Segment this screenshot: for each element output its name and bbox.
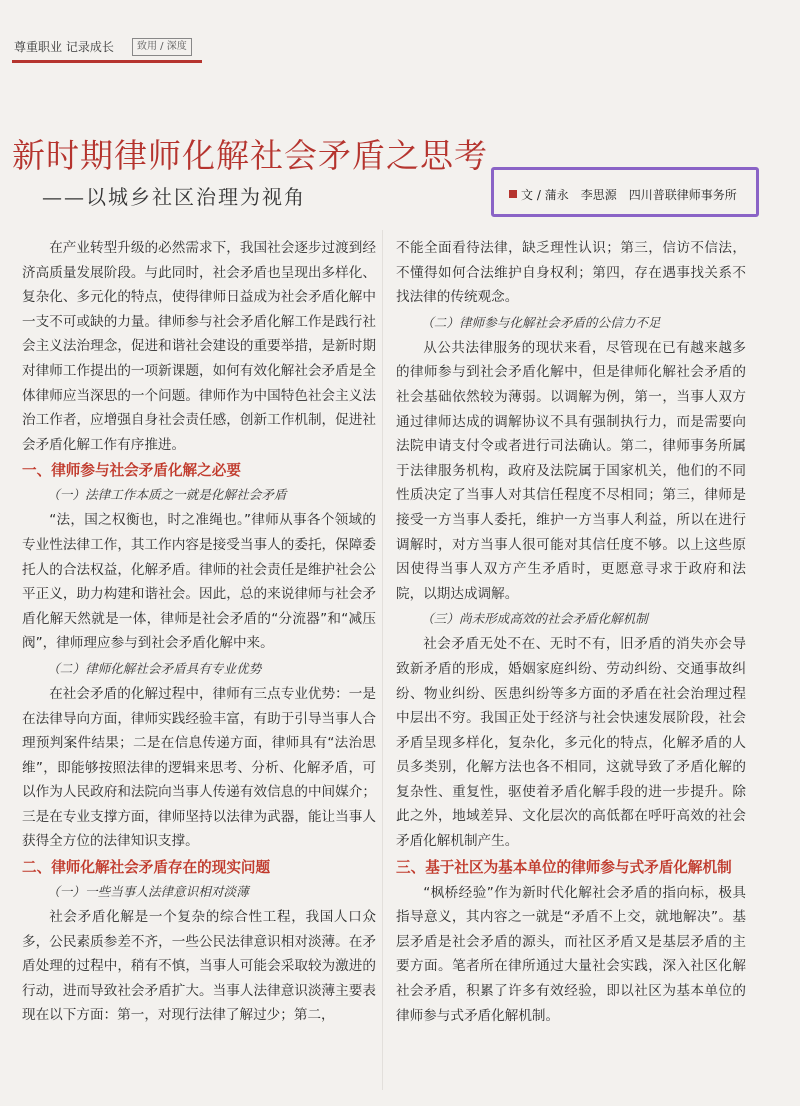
author-prefix: 文 /: [521, 188, 541, 202]
paragraph: 不能全面看待法律，缺乏理性认识；第三，信访不信法，不懂得如何合法维护自身权利；第四，存在遇事找关系不找法律的传统观念。: [396, 240, 746, 306]
section-heading-1: 一、律师参与社会矛盾化解之必要: [22, 462, 241, 480]
article-title: 新时期律师化解社会矛盾之思考: [12, 136, 488, 175]
right-column: [396, 236, 746, 1028]
paragraph: 社会矛盾化解是一个复杂的综合性工程，我国人口众多，公民素质参差不齐，一些公民法律意识相对淡薄。在矛盾处理的过程中，稍有不慎，当事人可能会采取较为激进的行动，进而导致社会矛盾扩大。当事人法律意识淡薄主要表现在以下方面：第一，对现行法律了解过少；第二，: [22, 909, 376, 1024]
article-subtitle: ——以城乡社区治理为视角: [42, 185, 306, 209]
header-section-tag: 致用 / 深度: [132, 38, 192, 56]
subheading: （二）律师化解社会矛盾具有专业优势: [47, 660, 262, 676]
red-square-icon: [509, 190, 517, 198]
header-slogan: 尊重职业 记录成长: [14, 40, 114, 54]
paragraph: 在社会矛盾的化解过程中，律师有三点专业优势：一是在法律导向方面，律师实践经验丰富，有助于引导当事人合理预判案件结果；二是在信息传递方面，律师具有“法治思维”，即能够按照法律的逻辑来思考、分析、化解矛盾，可以作为人民政府和法院向当事人传递有效信息的中间媒介；三是在专业支撑方面，律师坚持以法律为武器，能让当事人获得全方位的法律知识支撑。: [22, 685, 376, 850]
paragraph: “枫桥经验”作为新时代化解社会矛盾的指向标，极具指导意义，其内容之一就是“矛盾不上交，就地解决”。基层矛盾是社会矛盾的源头，而社区矛盾又是基层矛盾的主要方面。笔者所在律所通过大量社会实践，深入社区化解社会矛盾，积累了许多有效经验，即以社区为基本单位的律师参与式矛盾化解机制。: [396, 884, 746, 1024]
author-line: [509, 186, 737, 203]
subheading: （三）尚未形成高效的社会矛盾化解机制: [421, 611, 648, 627]
header-rule: [12, 60, 202, 63]
paragraph: 从公共法律服务的现状来看，尽管现在已有越来越多的律师参与到社会矛盾化解中，但是律师化解社会矛盾的社会基础依然较为薄弱。以调解为例，第一，当事人双方通过律师达成的调解协议不具有强制执行力，而是需要向法院申请支付令或者进行司法确认。第二，律师事务所属于法律服务机构，政府及法院属于国家机关，他们的不同性质决定了当事人对其信任程度不尽相同；第三，律师是接受一方当事人委托，维护一方当事人利益，所以在进行调解时，对方当事人很可能对其信任度不够。以上这些原因使得当事人双方产生矛盾时，更愿意寻求于政府和法院，以期达成调解。: [396, 339, 746, 602]
author-name-1: 蒲永: [544, 188, 569, 202]
section-heading-3: 三、基于社区为基本单位的律师参与式矛盾化解机制: [396, 858, 732, 876]
subheading: （一）一些当事人法律意识相对淡薄: [47, 884, 249, 900]
section-heading-2: 二、律师化解社会矛盾存在的现实问题: [22, 859, 271, 877]
left-column: [22, 236, 376, 1028]
author-name-2: 李思源: [580, 188, 617, 202]
author-org: 四川普联律师事务所: [628, 188, 737, 202]
paragraph: 在产业转型升级的必然需求下，我国社会逐步过渡到经济高质量发展阶段。与此同时，社会矛盾也呈现出多样化、复杂化、多元化的特点，使得律师日益成为社会矛盾化解中一支不可或缺的力量。律师参与社会矛盾化解工作是践行社会主义法治理念，促进和谐社会建设的重要举措，是新时期对律师工作提出的一项新课题，如何有效化解社会矛盾是全体律师应当深思的一个问题。律师作为中国特色社会主义法治工作者，应增强自身社会责任感，创新工作机制，促进社会矛盾化解工作有序推进。: [22, 240, 376, 453]
subheading: （二）律师参与化解社会矛盾的公信力不足: [421, 314, 661, 330]
paragraph: “法，国之权衡也，时之准绳也。”律师从事各个领域的专业性法律工作，其工作内容是接受当事人的委托，保障委托人的合法权益，化解矛盾。律师的社会责任是维护社会公平正义，助力构建和谐社会。因此，总的来说律师与社会矛盾化解天然就是一体，律师是社会矛盾的“分流器”和“减压阀”，律师理应参与到社会矛盾化解中来。: [22, 512, 376, 652]
paragraph: 社会矛盾无处不在、无时不有，旧矛盾的消失亦会导致新矛盾的形成，婚姻家庭纠纷、劳动纠纷、交通事故纠纷、物业纠纷、医患纠纷等多方面的矛盾在社会治理过程中层出不穷。我国正处于经济与社会快速发展阶段，社会矛盾呈现多样化，复杂化，多元化的特点，化解矛盾的人员多类别，化解方法也各不相同，这就导致了矛盾化解的复杂性、重复性，驱使着矛盾化解手段的进一步提升。除此之外，地域差异、文化层次的高低都在呼吁高效的社会矛盾化解机制产生。: [396, 636, 746, 850]
page-fold: [382, 230, 383, 1090]
subheading: （一）法律工作本质之一就是化解社会矛盾: [47, 487, 287, 503]
